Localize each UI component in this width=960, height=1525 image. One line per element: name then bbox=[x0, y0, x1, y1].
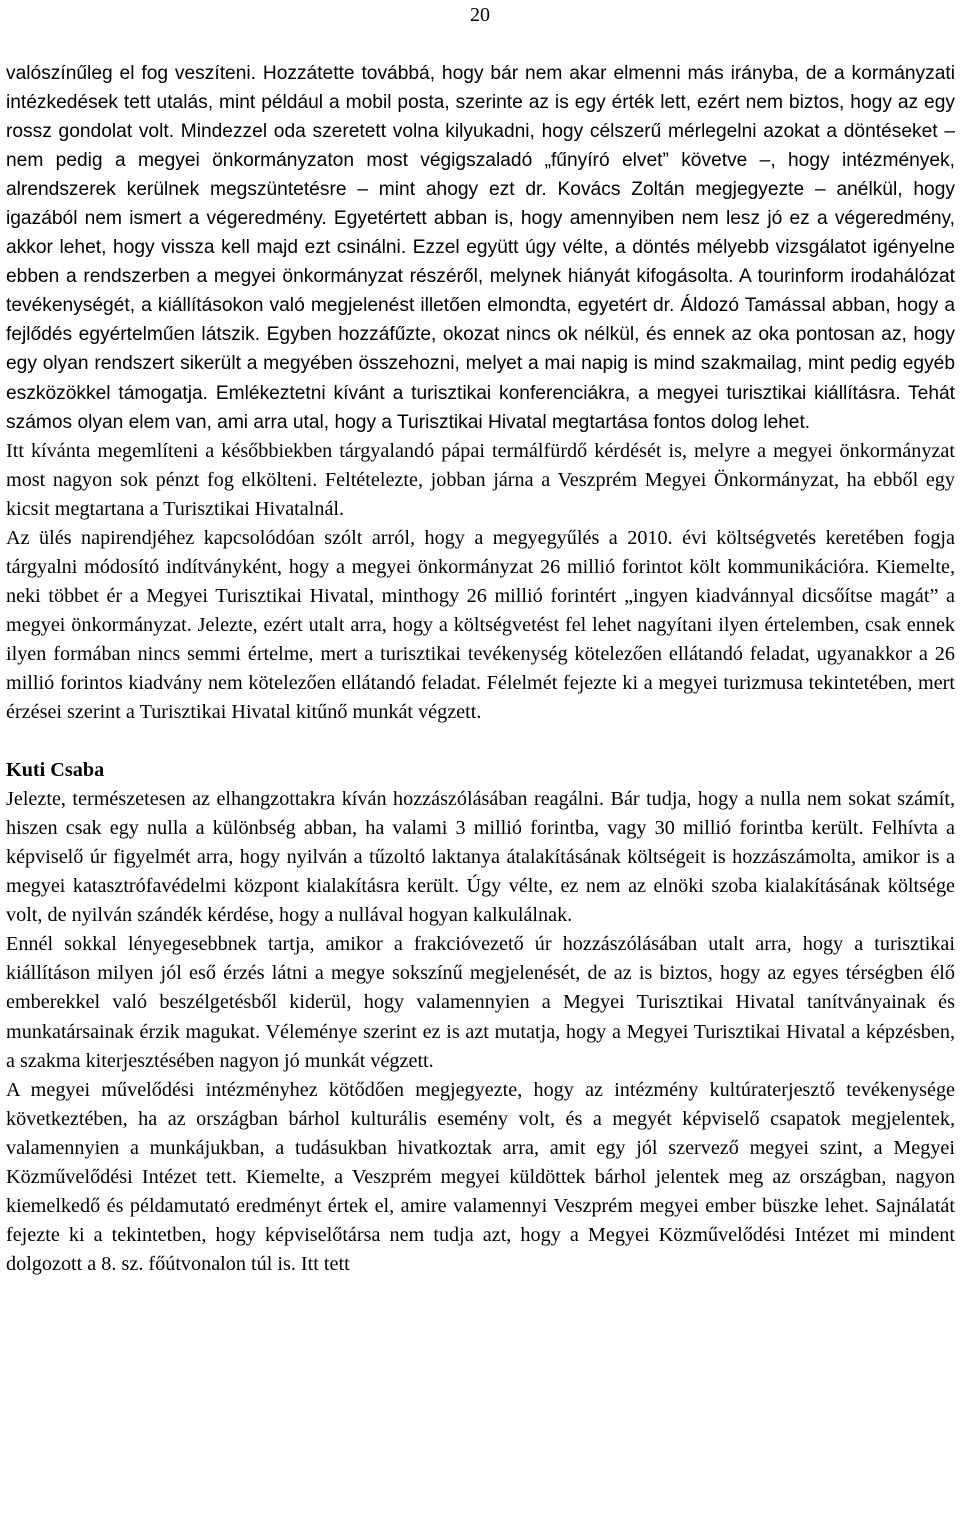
paragraph: Ennél sokkal lényegesebbnek tartja, amikor a frakcióvezető úr hozzászólásában utalt arra, hogy a turisztikai kiállításon milyen jól eső érzés látni a megye sokszínű megjelenését, de az is biztos, hogy az egyes térségben élő emberekkel való beszélgetésből kiderül, hogy valamennyien a Megyei Turisztikai Hivatal tanítványainak és munkatársainak érzik magukat. Véleménye szerint ez is azt mutatja, hogy a Megyei Turisztikai Hivatal a képzésben, a szakma kiterjesztésében nagyon jó munkát végzett. bbox=[6, 933, 955, 1072]
paragraph: Az ülés napirendjéhez kapcsolódóan szólt arról, hogy a megyegyűlés a 2010. évi költségvetés keretében fogja tárgyalni módosító indítványként, hogy a megyei önkormányzat 26 millió forintot költ kommunikációra. Kiemelte, neki többet ér a Megyei Turisztikai Hivatal, minthogy 26 millió forintért „ingyen kiadvánnyal dicsőítse magát” a megyei önkormányzat. Jelezte, ezért utalt arra, hogy a költségvetést fel lehet nagyítani ilyen értelemben, csak ennek ilyen formában nincs semmi értelme, mert a turisztikai tevékenység kötelezően ellátandó feladat, ugyanakkor a 26 millió forintos kiadvány nem kötelezően ellátandó feladat. Félelmét fejezte ki a megyei turizmusa tekintetében, mert érzései szerint a Turisztikai Hivatal kitűnő munkát végzett. bbox=[6, 526, 955, 724]
body-text bbox=[6, 59, 955, 1279]
paragraph-gap bbox=[6, 727, 955, 756]
page-number: 20 bbox=[470, 4, 490, 26]
speaker-name: Kuti Csaba bbox=[6, 759, 105, 782]
paragraph: valószínűleg el fog veszíteni. Hozzátette továbbá, hogy bár nem akar elmenni más irányba, de a kormányzati intézkedések tett utalás, mint például a mobil posta, szerinte az is egy érték lett, ezért nem biztos, hogy az egy rossz gondolat volt. Mindezzel oda szeretett volna kilyukadni, hogy célszerű mérlegelni azokat a döntéseket – nem pedig a megyei önkormányzaton most végigszaladó „fűnyíró elvet” követve –, hogy intézmények, alrendszerek kerülnek megszüntetésre – mint ahogy ezt dr. Kovács Zoltán megjegyezte – anélkül, hogy igazából nem ismert a végeredmény. Egyetértett abban is, hogy amennyiben nem lesz jó ez a végeredmény, akkor lehet, hogy vissza kell majd ezt csinálni. Ezzel együtt úgy vélte, a döntés mélyebb vizsgálatot igényelne ebben a rendszerben a megyei önkormányzat részéről, melynek hiányát kifogásolta. A tourinform irodahálózat tevékenységét, a kiállításokon való megjelenést illetően elmondta, egyetért dr. Áldozó Tamással abban, hogy a fejlődés egyértelműen látszik. Egyben hozzáfűzte, okozat nincs ok nélkül, és ennek az oka pontosan az, hogy egy olyan rendszert sikerült a megyében összehozni, melyet a mai napig is mind szakmailag, mint pedig egyéb eszközökkel támogatja. Emlékeztetni kívánt a turisztikai konferenciákra, a megyei turisztikai kiállításra. Tehát számos olyan elem van, ami arra utal, hogy a Turisztikai Hivatal megtartása fontos dolog lehet. bbox=[6, 63, 955, 433]
paragraph: A megyei művelődési intézményhez kötődően megjegyezte, hogy az intézmény kultúraterjesztő tevékenysége következtében, ha az országban bárhol kulturális esemény volt, és a megyét képviselő csapatok megjelentek, valamennyien a munkájukban, a tudásukban hivatkoztak arra, amit egy jól szervező megyei szint, a Megyei Közművelődési Intézet tett. Kiemelte, a Veszprém megyei küldöttek bárhol jelentek meg az országban, nagyon kiemelkedő és példamutató eredményt értek el, amire valamennyi Veszprém megyei ember büszke lehet. Sajnálatát fejezte ki a tekintetben, hogy képviselőtársa nem tudja azt, hogy a Megyei Közművelődési Intézet mi mindent dolgozott a 8. sz. főútvonalon túl is. Itt tett bbox=[6, 1078, 955, 1275]
paragraph: Itt kívánta megemlíteni a későbbiekben tárgyalandó pápai termálfürdő kérdését is, melyre a megyei önkormányzat most nagyon sok pénzt fog elkölteni. Feltételezte, jobban járna a Veszprém Megyei Önkormányzat, ha ebből egy kicsit megtartana a Turisztikai Hivatalnál. bbox=[6, 439, 955, 520]
paragraph: Jelezte, természetesen az elhangzottakra kíván hozzászólásában reagálni. Bár tudja, hogy a nulla nem sokat számít, hiszen csak egy nulla a különbség abban, ha valami 3 millió forintba, vagy 30 millió forintba került. Felhívta a képviselő úr figyelmét arra, hogy nyilván a tűzoltó laktanya átalakításának költségeit is hozzászámolta, amikor is a megyei katasztrófavédelmi központ kialakításra került. Úgy vélte, ez nem az elnöki szoba kialakításának költsége volt, de nyilván szándék kérdése, hogy a nullával hogyan kalkulálnak. bbox=[6, 788, 955, 927]
